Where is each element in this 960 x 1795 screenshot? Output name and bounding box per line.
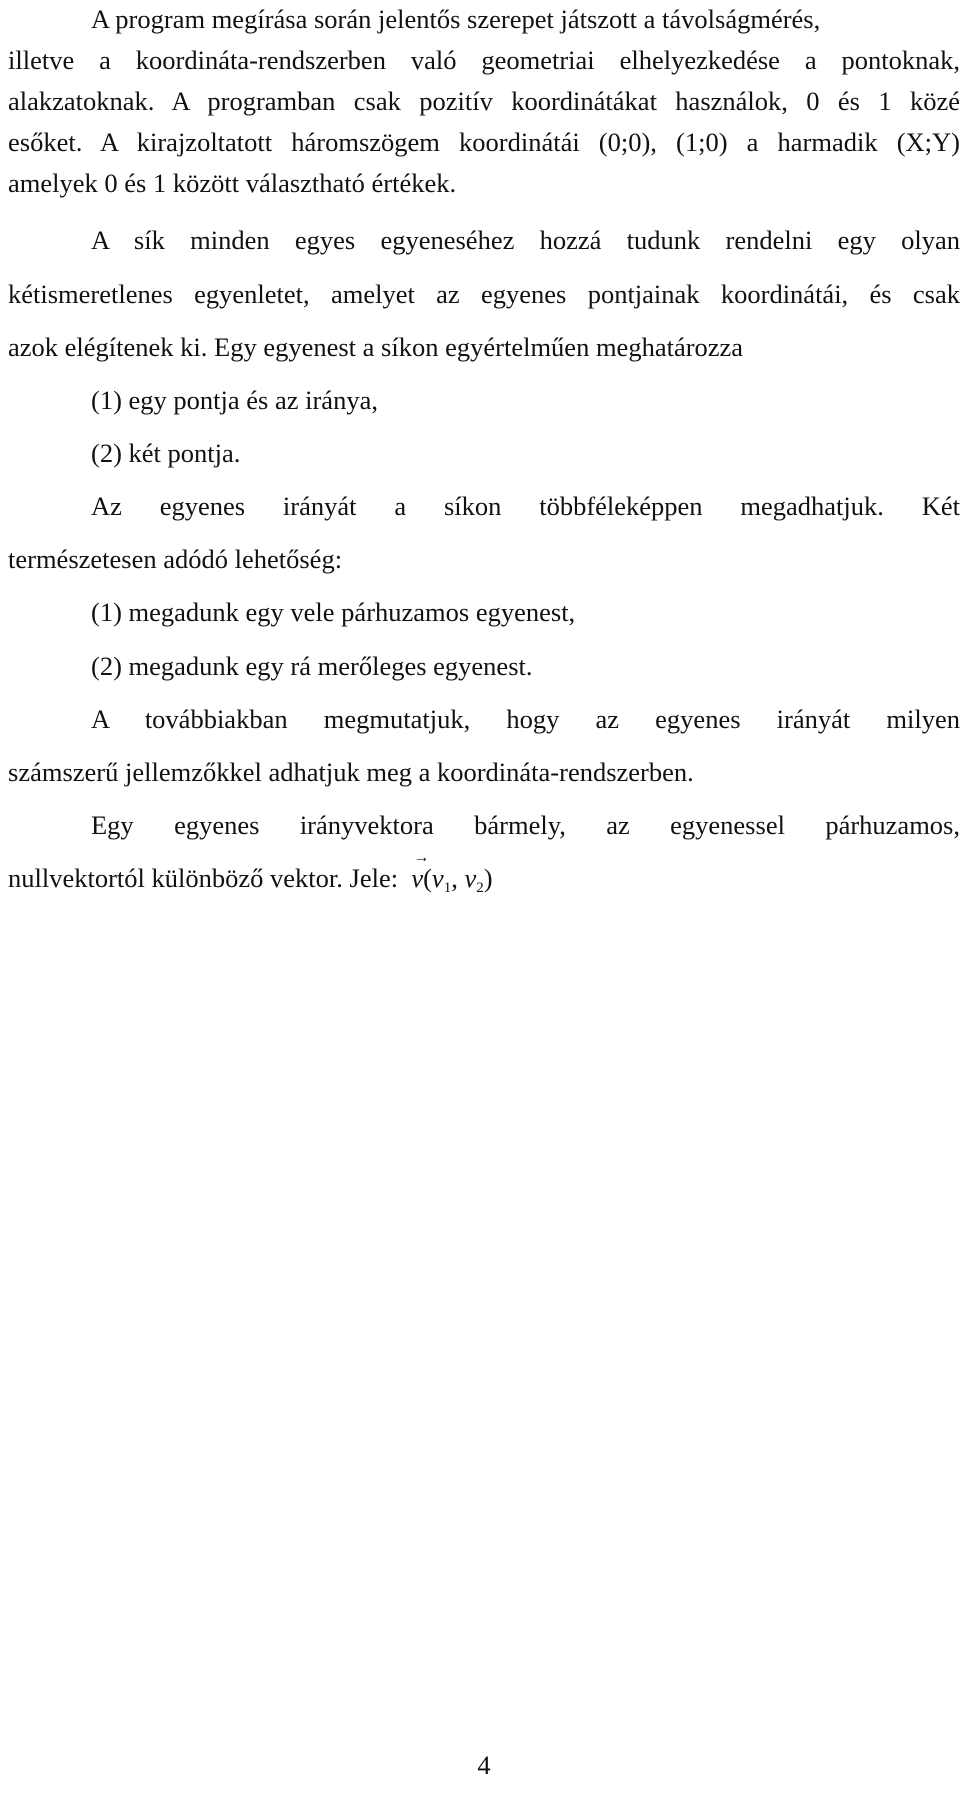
list-item-parallel-line: (1) megadunk egy vele párhuzamos egyenest, — [91, 597, 576, 627]
vector-symbol: → v — [411, 863, 423, 893]
list-item-point-and-direction: (1) egy pontja és az iránya, — [91, 385, 378, 415]
formula-subscript-1: 1 — [443, 880, 452, 896]
direction-vector-formula — [405, 863, 493, 896]
paragraph-3-line-2: természetesen adódó lehetőség: — [8, 544, 343, 574]
paragraph-1-line-4: esőket. A kirajzoltatott háromszögem koordinátái (0;0), (1;0) a harmadik (X;Y) — [8, 127, 960, 157]
paragraph-1-line-5: amelyek 0 és 1 között választható értékek. — [8, 168, 457, 198]
page-number: 4 — [477, 1750, 491, 1780]
formula-close-paren: ) — [483, 863, 493, 893]
direction-vector-text: nullvektortól különböző vektor. Jele: — [8, 863, 399, 893]
document-page — [8, 0, 960, 1795]
paragraph-5-line-1: Egy egyenes irányvektora bármely, az egyenessel párhuzamos, — [91, 810, 960, 840]
paragraph-4-line-1: A továbbiakban megmutatjuk, hogy az egyenes irányát milyen — [91, 704, 960, 734]
formula-comma: , — [451, 863, 465, 893]
paragraph-1-line-1: A program megírása során jelentős szerepet játszott a távolságmérés, — [91, 4, 821, 34]
paragraph-1-line-2: illetve a koordináta-rendszerben való geometriai elhelyezkedése a pontoknak, — [8, 45, 960, 75]
paragraph-2-line-3: azok elégítenek ki. Egy egyenest a síkon egyértelműen meghatározza — [8, 332, 744, 362]
formula-subscript-2: 2 — [476, 880, 484, 896]
formula-component-1: v — [431, 863, 444, 893]
paragraph-4-line-2: számszerű jellemzőkkel adhatjuk meg a koordináta-rendszerben. — [8, 757, 694, 787]
paragraph-3-line-1: Az egyenes irányát a síkon többféleképpen megadhatjuk. Két — [91, 491, 960, 521]
paragraph-1-line-3: alakzatoknak. A programban csak pozitív koordinátákat használok, 0 és 1 közé — [8, 86, 960, 116]
formula-component-2: v — [464, 863, 477, 893]
paragraph-2-line-2: kétismeretlenes egyenletet, amelyet az egyenes pontjainak koordinátái, és csak — [8, 279, 960, 309]
list-item-perpendicular-line: (2) megadunk egy rá merőleges egyenest. — [91, 651, 533, 681]
paragraph-5-line-2 — [8, 863, 960, 903]
paragraph-2-line-1: A sík minden egyes egyeneséhez hozzá tudunk rendelni egy olyan — [91, 225, 960, 255]
formula-open-paren: ( — [423, 863, 432, 893]
list-item-two-points: (2) két pontja. — [91, 438, 241, 468]
